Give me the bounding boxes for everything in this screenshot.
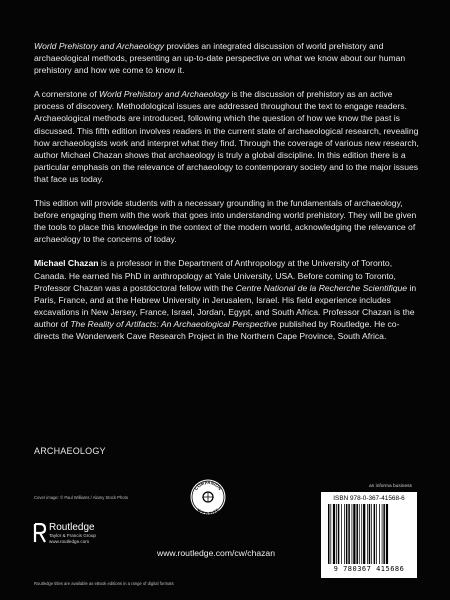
isbn-barcode	[321, 492, 417, 578]
bio-other-book: The Reality of Artifacts: An Archaeological Perspective	[70, 318, 278, 329]
bio-institution: Centre National de la Recherche Scientifique	[235, 282, 408, 293]
book-title: World Prehistory and Archaeology	[34, 41, 165, 51]
ebook-footnote: Routledge titles are available as eBook editions in a range of digital formats	[34, 581, 174, 586]
bio-text-1: is a professor in the Department of Anthropology at the University of Toronto, Canada. He earned his PhD in anthropology at Yale University, USA. Before coming to Toronto, Professor Chazan was a postdoctoral fellow with the	[34, 258, 396, 293]
cover-image-credit: Cover image: © Paul Williams / Alamy Stock Photo	[34, 495, 129, 500]
isbn-label: ISBN 978-0-367-41568-6	[333, 495, 405, 502]
bio-text-3: published by Routledge. He co-directs the Wonderwerk Cave Research Project in the Northern Cape Province, South Africa.	[34, 318, 400, 341]
paragraph-cornerstone	[34, 88, 420, 185]
badge-bottom-text: WEBSITE	[196, 507, 220, 516]
badge-top-text: COMPANION	[193, 479, 223, 492]
routledge-r-mark-icon	[33, 523, 47, 543]
barcode-icon	[327, 504, 411, 564]
bio-text-2: in Paris, France, and at the Hebrew University in Jerusalem, Israel. His field experience includes excavations in New Jersey, France, Israel, Jordan, Egypt, and South Africa. Professor Chazan is the author of	[34, 282, 417, 329]
publisher-group: Taylor & Francis Group	[49, 533, 96, 538]
publisher-url[interactable]: www.routledge.com	[49, 539, 90, 544]
publisher-name: Routledge	[49, 522, 95, 533]
cornerstone-text: is the discussion of prehistory as an active process of discovery. Methodological issues are addressed throughout the text to engage readers. Archaeological methods are introduced, following which the question of how we know the past is discussed. This fifth edition involves readers in the current state of archaeological research, revealing how archaeologists work and interpret what they find. Through the coverage of various new research, author Michael Chazan shows that archaeology is truly a global discipline. In this edition there is a particular emphasis on the relevance of archaeology to contemporary society and to the major issues that face us today.	[34, 89, 419, 184]
subject-category: ARCHAEOLOGY	[34, 446, 106, 456]
companion-website-url[interactable]: www.routledge.com/cw/chazan	[157, 548, 275, 558]
barcode-digits: 9 780367 415686	[333, 565, 405, 573]
informa-tagline: an informa business	[369, 484, 412, 489]
author-bio	[34, 257, 420, 342]
author-name: Michael Chazan	[34, 258, 99, 269]
paragraph-edition: This edition will provide students with a necessary grounding in the fundamentals of archaeology, before engaging them with the work that goes into understanding world prehistory. They will be given the tools to place this knowledge in the context of the modern world, acknowledging the relevance of archaeology to the concerns of today.	[34, 198, 417, 245]
paragraph-intro	[34, 40, 420, 76]
back-cover-text	[34, 40, 420, 354]
intro-text: provides an integrated discussion of world prehistory and archaeological methods, presenting an up-to-date perspective on what we know about our human prehistory and how we come to know it.	[34, 41, 406, 76]
companion-website-badge-icon	[189, 478, 227, 516]
book-title: World Prehistory and Archaeology	[98, 89, 230, 100]
cornerstone-text-start: A cornerstone of	[34, 89, 99, 100]
